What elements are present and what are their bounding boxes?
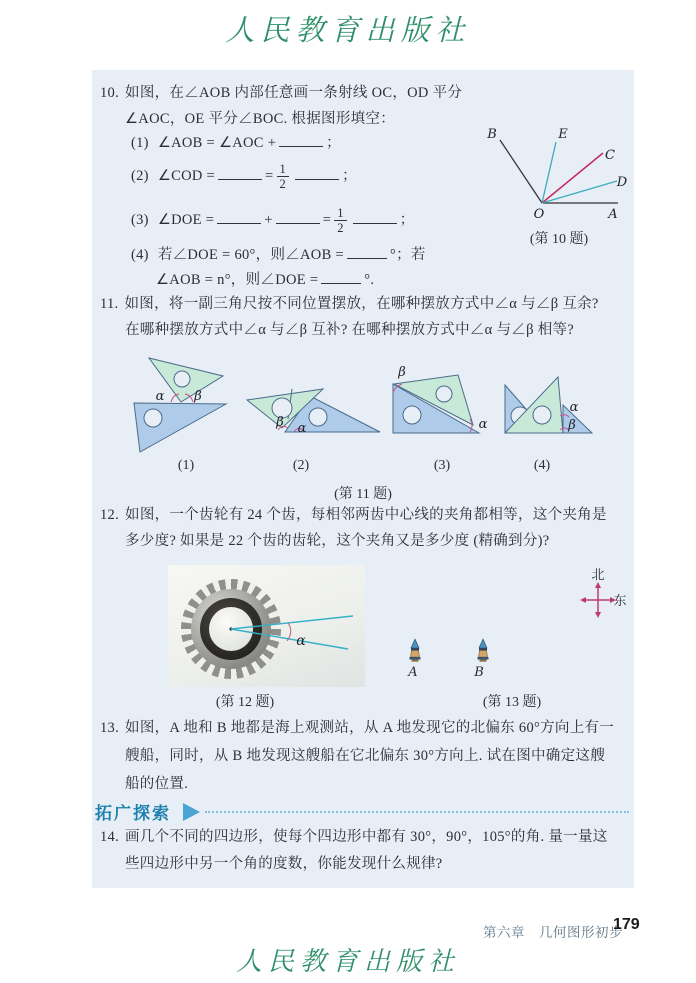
compass-east-label: 东	[613, 593, 627, 608]
fraction-one-half: $\frac{1}{2}$	[334, 206, 347, 236]
ray-OB	[500, 140, 542, 203]
problem-10-item1: (1) ∠AOB = ∠AOC + ；	[131, 132, 341, 153]
lighthouse-B-icon	[475, 638, 491, 664]
label-beta-4: β	[568, 418, 576, 433]
station-B-label: B	[474, 665, 484, 680]
problem-10-item2: (2) ∠COD = = $\frac{1}{2}$ ；	[131, 162, 357, 192]
finger-hole	[403, 406, 421, 424]
angle-diagram-problem10	[478, 126, 632, 224]
publisher-logo-bottom: 人民教育出版社	[235, 947, 460, 977]
lighthouse-lantern	[479, 648, 487, 651]
caption-problem10: (第 10 题)	[529, 232, 589, 247]
publisher-logo-top: 人民教育出版社	[225, 13, 471, 47]
footer-page-number: 179	[613, 916, 640, 933]
finger-hole	[309, 408, 327, 426]
lighthouse-base	[480, 660, 487, 662]
fill-blank	[347, 244, 387, 259]
problem-14-line2: 些四边形中另一个角的度数，你能发现什么规律?	[125, 856, 443, 872]
label-C: C	[605, 148, 615, 163]
problem-10-line2: ∠AOC，OE 平分∠BOC. 根据图形填空：	[125, 111, 396, 127]
caption-figure1: (1)	[177, 458, 195, 473]
label-alpha-2: α	[297, 421, 307, 436]
label-beta-1: β	[194, 389, 202, 404]
compass-arrow-north	[595, 582, 601, 588]
problem-10-number: 10.	[100, 85, 120, 101]
label-O: O	[533, 207, 545, 222]
finger-hole	[144, 409, 162, 427]
lighthouse-roof	[479, 639, 487, 648]
lighthouse-gallery	[478, 657, 489, 660]
fraction-one-half: $\frac{1}{2}$	[277, 162, 290, 192]
tooth-center-line-1	[231, 616, 353, 629]
section-header	[95, 799, 629, 824]
problem-11-line2: 在哪种摆放方式中∠α 与∠β 互补? 在哪种摆放方式中∠α 与∠β 相等?	[125, 322, 575, 338]
caption-figure4: (4)	[533, 458, 551, 473]
fill-blank	[321, 269, 361, 284]
label-alpha-3: α	[478, 417, 488, 432]
problem-14-line1: 14. 画几个不同的四边形，使每个四边形中都有 30°，90°，105°的角. 量一量这	[100, 829, 608, 845]
problem-12-number: 12.	[100, 507, 120, 523]
finger-hole	[174, 371, 190, 387]
triangle-arrow-icon	[183, 803, 200, 821]
compass-rose	[573, 564, 633, 622]
caption-problem11: (第 11 题)	[334, 487, 392, 502]
label-alpha-1: α	[155, 389, 165, 404]
station-A-label: A	[408, 665, 418, 680]
problem-10-text1: 如图，在∠AOB 内部任意画一条射线 OC，OD 平分	[125, 85, 463, 101]
caption-figure2: (2)	[292, 458, 310, 473]
content-panel	[92, 70, 634, 888]
problem-13-number: 13.	[100, 720, 120, 736]
compass-arrow-west	[580, 597, 586, 603]
problem-10-item4-line2: ∠AOB = n°，则∠DOE = °.	[156, 269, 374, 290]
problem-10-item3: (3) ∠DOE = + = $\frac{1}{2}$ ；	[131, 206, 415, 236]
problem-11-number: 11.	[100, 296, 119, 312]
lighthouse-lantern	[411, 648, 419, 651]
compass-north-label: 北	[591, 567, 605, 582]
lighthouse-roof	[411, 639, 419, 648]
set-square-figures	[92, 356, 634, 460]
fill-blank	[295, 165, 339, 180]
lighthouse-gallery	[410, 657, 421, 660]
fill-blank	[353, 209, 397, 224]
fill-blank	[276, 209, 320, 224]
section-title: 拓广探索	[95, 804, 171, 823]
lighthouse-tower	[411, 651, 420, 658]
lighthouse-tower	[479, 651, 488, 658]
problem-13-line2: 艘船，同时，从 B 地发现这艘船在它北偏东 30°方向上. 试在图中确定这艘	[125, 748, 605, 764]
compass-arrow-south	[595, 612, 601, 618]
fill-blank	[218, 165, 262, 180]
problem-12-line1: 12. 如图，一个齿轮有 24 个齿，每相邻两齿中心线的夹角都相等，这个夹角是	[100, 507, 607, 523]
lighthouse-A-icon	[407, 638, 423, 664]
label-A: A	[608, 207, 618, 222]
label-E: E	[558, 127, 568, 142]
problem-10-item4-line1: (4) 若∠DOE = 60°，则∠AOB = °；若	[131, 244, 426, 265]
fill-blank	[217, 209, 261, 224]
footer-chapter-title: 第六章 几何图形初步	[483, 925, 623, 940]
caption-figure3: (3)	[433, 458, 451, 473]
label-beta-3: β	[398, 365, 406, 380]
caption-problem12: (第 12 题)	[215, 695, 275, 710]
label-alpha-4: α	[569, 400, 579, 415]
label-D: D	[616, 175, 628, 190]
label-beta-2: β	[276, 415, 284, 430]
problem-13-line3: 船的位置.	[125, 776, 189, 792]
ray-OD	[542, 181, 617, 203]
problem-13-line1: 13. 如图，A 地和 B 地都是海上观测站，从 A 地发现它的北偏东 60°方向上有一	[100, 720, 615, 736]
finger-hole	[436, 386, 452, 402]
label-B: B	[487, 127, 497, 142]
problem-10-line1	[100, 83, 462, 103]
fill-blank	[279, 132, 323, 147]
caption-problem13: (第 13 题)	[482, 695, 542, 710]
tooth-center-line-2	[231, 629, 348, 649]
label-alpha-gear: α	[296, 633, 306, 649]
problem-11-line1: 11. 如图，将一副三角尺按不同位置摆放，在哪种摆放方式中∠α 与∠β 互余?	[100, 296, 599, 312]
finger-hole	[533, 406, 551, 424]
problem-14-number: 14.	[100, 829, 120, 845]
dotted-rule	[205, 811, 629, 813]
lighthouse-base	[412, 660, 419, 662]
problem-12-line2: 多少度? 如果是 22 个齿的齿轮，这个夹角又是多少度 (精确到分)?	[125, 533, 550, 549]
